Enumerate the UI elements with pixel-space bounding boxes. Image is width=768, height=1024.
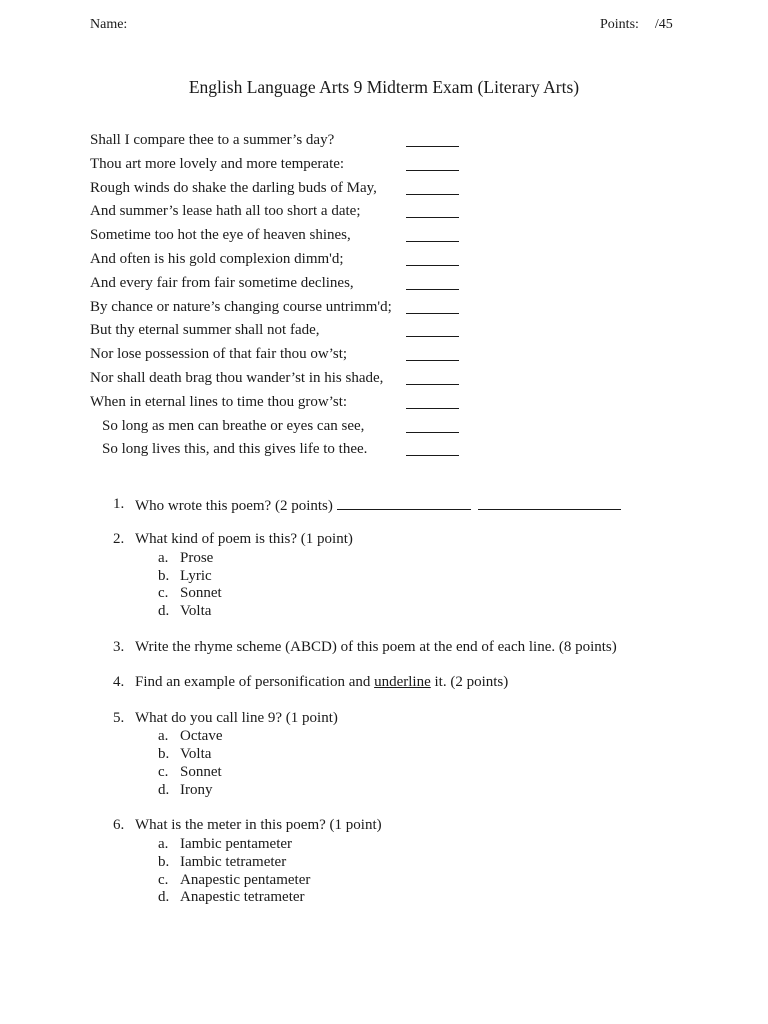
exam-page: Name: Points: /45 English Language Arts 9 Midterm Exam (Literary Arts) Shall I compare thee to a summer’s day? Thou art more lovely and more temperate: Rough winds do shake the darling buds of May, And summer’s lease hath all too short a date; Sometime too hot the eye of heaven shines, And often is his gold complexion dimm'd; And every fair from fair sometime declines, By chance or nature’s changing course untrimm'd; But thy eternal summer shall not fade, Nor lose possession of that fair thou ow’st; Nor shall death brag thou wander’st in his shade, When in eternal lines to time thou grow’st: So long as men can breathe or eyes can see, So long lives this, and this gives life to thee. 1. Who wrote this poem? (2 points) 2. What kind of poem is this? (1 point) a. Prose b. Lyric c. Sonnet d. Volta 3. Write the rhyme scheme (ABCD) of this poem at the end of each line. (8 points) 4. Find an example of personification and underline it. (2 points) 5. What do you call line 9? (1 point) a. Octave b. Volta c. Sonnet d. Irony 6. What is the meter in this poem? (1 point) a. Iambic pentameter b. Iambic tetrameter c. Anapestic pentameter d. Anapestic tetrameter [0, 0, 768, 1024]
poem-line: Rough winds do shake the darling buds of May, [90, 177, 490, 201]
poem-line: And every fair from fair sometime declines, [90, 272, 490, 296]
question-number: 6. [113, 817, 125, 833]
question-text: Find an example of personification and [135, 674, 371, 690]
points-label: Points: [600, 17, 639, 32]
rhyme-blank[interactable] [406, 241, 459, 242]
question-text: What kind of poem is this? (1 point) [135, 531, 353, 547]
exam-title: English Language Arts 9 Midterm Exam (Literary Arts) [188, 77, 580, 97]
rhyme-blank[interactable] [406, 336, 459, 337]
rhyme-blank[interactable] [406, 265, 459, 266]
poem-line: Nor lose possession of that fair thou ow’st; [90, 343, 490, 367]
question-text: What is the meter in this poem? (1 point) [135, 817, 382, 833]
rhyme-blank[interactable] [406, 360, 459, 361]
rhyme-blank[interactable] [406, 313, 459, 314]
poem-line: Nor shall death brag thou wander’st in his shade, [90, 367, 490, 391]
rhyme-blank[interactable] [406, 408, 459, 409]
points-header [600, 17, 673, 33]
question-number: 1. [113, 496, 125, 512]
question-text: What do you call line 9? (1 point) [135, 710, 338, 726]
underlined-word: underline [374, 674, 431, 690]
poem-line: But thy eternal summer shall not fade, [90, 319, 490, 343]
poem-line: And often is his gold complexion dimm'd; [90, 248, 490, 272]
question-text: Write the rhyme scheme (ABCD) of this poem at the end of each line. (8 points) [135, 639, 617, 655]
question-text-end: it. (2 points) [434, 674, 509, 690]
poem-line: So long as men can breathe or eyes can see, [90, 415, 490, 439]
points-total: /45 [654, 17, 673, 32]
poem-line: Shall I compare thee to a summer’s day? [90, 129, 490, 153]
author-last-blank[interactable] [478, 496, 621, 510]
question-number: 3. [113, 639, 125, 655]
rhyme-blank[interactable] [406, 217, 459, 218]
question-number: 4. [113, 674, 125, 690]
rhyme-blank[interactable] [406, 170, 459, 171]
name-label: Name: [90, 17, 128, 32]
rhyme-blank[interactable] [406, 432, 459, 433]
question-number: 2. [113, 531, 125, 547]
rhyme-blank[interactable] [406, 146, 459, 147]
poem-line: And summer’s lease hath all too short a date; [90, 200, 490, 224]
poem-line: So long lives this, and this gives life to thee. [90, 438, 490, 462]
question-number: 5. [113, 710, 125, 726]
author-first-blank[interactable] [337, 496, 471, 510]
poem-line: Thou art more lovely and more temperate: [90, 153, 490, 177]
poem-line: Sometime too hot the eye of heaven shines, [90, 224, 490, 248]
poem-line: By chance or nature’s changing course untrimm'd; [90, 296, 490, 320]
rhyme-blank[interactable] [406, 384, 459, 385]
poem-line: When in eternal lines to time thou grow’st: [90, 391, 490, 415]
rhyme-blank[interactable] [406, 455, 459, 456]
rhyme-blank[interactable] [406, 289, 459, 290]
poem [90, 129, 490, 462]
question-text: Who wrote this poem? (2 points) [135, 498, 333, 514]
rhyme-blank[interactable] [406, 194, 459, 195]
